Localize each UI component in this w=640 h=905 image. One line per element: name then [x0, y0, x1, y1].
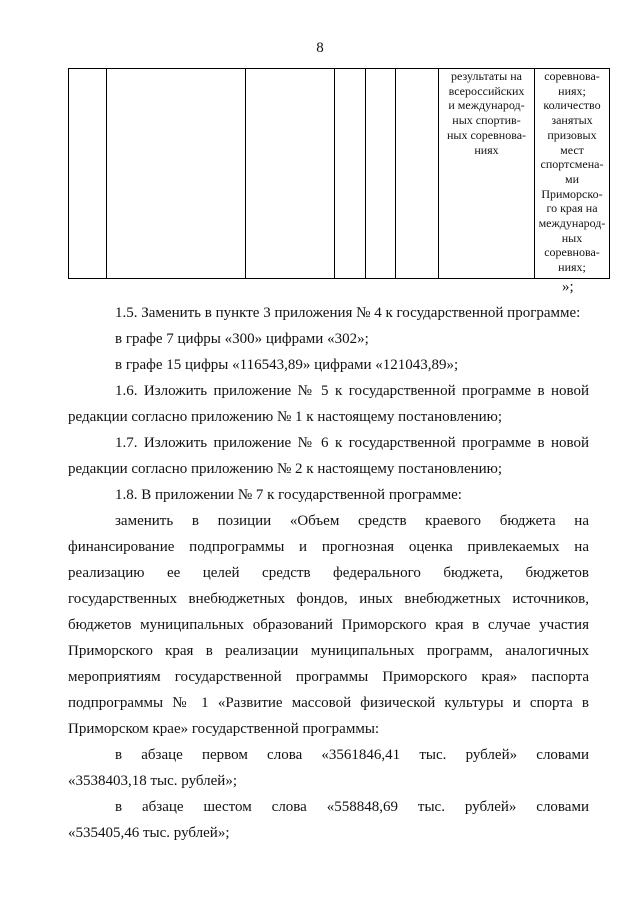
paragraph-line: бюджетов муниципальных образований Приморского края в случае участия: [68, 617, 589, 633]
paragraph-line: реализацию ее целей средств федерального бюджета, бюджетов: [68, 565, 589, 581]
page-number: 8: [316, 40, 324, 56]
paragraph-line: 1.7. Изложить приложение № 6 к государственной программе в новой: [115, 435, 589, 451]
paragraph-line: 1.6. Изложить приложение № 5 к государственной программе в новой: [115, 383, 589, 399]
paragraph-line: в абзаце первом слова «3561846,41 тыс. рублей» словами: [115, 747, 589, 763]
cell-line: ниях;: [558, 260, 586, 275]
cell-line: мест: [560, 142, 584, 157]
cell-line: Приморско-: [541, 186, 603, 201]
cell-line: количество: [543, 98, 601, 113]
paragraph-line: «3538403,18 тыс. рублей»;: [68, 773, 237, 789]
paragraph-sixth-abzac: [68, 797, 589, 843]
table-cell-indicators: [535, 69, 610, 279]
cell-line: призовых: [547, 127, 597, 142]
closing-quote: »;: [562, 279, 574, 295]
paragraph-line: финансирование подпрограммы и прогнозная оценка привлекаемых на: [68, 539, 589, 555]
paragraph-line: «535405,46 тыс. рублей»;: [68, 825, 230, 841]
paragraph-line: редакции согласно приложению № 1 к настоящему постановлению;: [68, 409, 503, 425]
cell-line: ных: [561, 230, 583, 245]
table-cell: [335, 69, 366, 279]
cell-line: международ-: [538, 216, 606, 231]
cell-line: ниях;: [558, 83, 586, 98]
paragraph-line: подпрограммы № 1 «Развитие массовой физической культуры и спорта в: [68, 695, 589, 711]
paragraph-graph-7: в графе 7 цифры «300» цифрами «302»;: [115, 331, 369, 347]
cell-line: го края на: [546, 201, 598, 216]
cell-line: соревнова-: [544, 69, 600, 83]
paragraph-1-6: [68, 381, 589, 427]
cell-line: ных соревнова-: [446, 127, 527, 142]
paragraph-1-5: 1.5. Заменить в пункте 3 приложения № 4 к государственной программе:: [115, 305, 581, 321]
paragraph-1-8: 1.8. В приложении № 7 к государственной программе:: [115, 487, 462, 503]
paragraph-line: заменить в позиции «Объем средств краевого бюджета на: [115, 513, 589, 529]
cell-line: ниях: [474, 142, 499, 157]
paragraph-line: государственных внебюджетных фондов, иных внебюджетных источников,: [68, 591, 589, 607]
table-cell: [107, 69, 246, 279]
cell-line: спортсмена-: [540, 157, 604, 172]
cell-line: и международ-: [448, 98, 525, 113]
paragraph-line: Приморском крае» государственной программы:: [68, 721, 380, 737]
table-cell: [396, 69, 439, 279]
paragraph-1-7: [68, 433, 589, 479]
table-cell-results: [439, 69, 535, 279]
table-row: [69, 69, 610, 279]
cell-line: соревнова-: [544, 245, 600, 260]
paragraph-line: редакции согласно приложению № 2 к настоящему постановлению;: [68, 461, 503, 477]
table-cell: [366, 69, 396, 279]
paragraph-replace: [68, 511, 589, 739]
cell-line: всероссийских: [448, 83, 525, 98]
table-fragment: [68, 68, 610, 279]
cell-line: ми: [564, 171, 579, 186]
paragraph-line: Приморского края в реализации муниципальных программ, аналогичных: [68, 643, 589, 659]
cell-line: ных спортив-: [452, 113, 521, 128]
cell-line: занятых: [551, 113, 593, 128]
table-cell: [246, 69, 335, 279]
paragraph-first-abzac: [68, 745, 589, 791]
paragraph-line: мероприятиям государственной программы Приморского края» паспорта: [68, 669, 589, 685]
paragraph-graph-15: в графе 15 цифры «116543,89» цифрами «121043,89»;: [115, 357, 459, 373]
table-cell: [69, 69, 107, 279]
cell-line: результаты на: [451, 69, 522, 83]
paragraph-line: в абзаце шестом слова «558848,69 тыс. рублей» словами: [115, 799, 589, 815]
